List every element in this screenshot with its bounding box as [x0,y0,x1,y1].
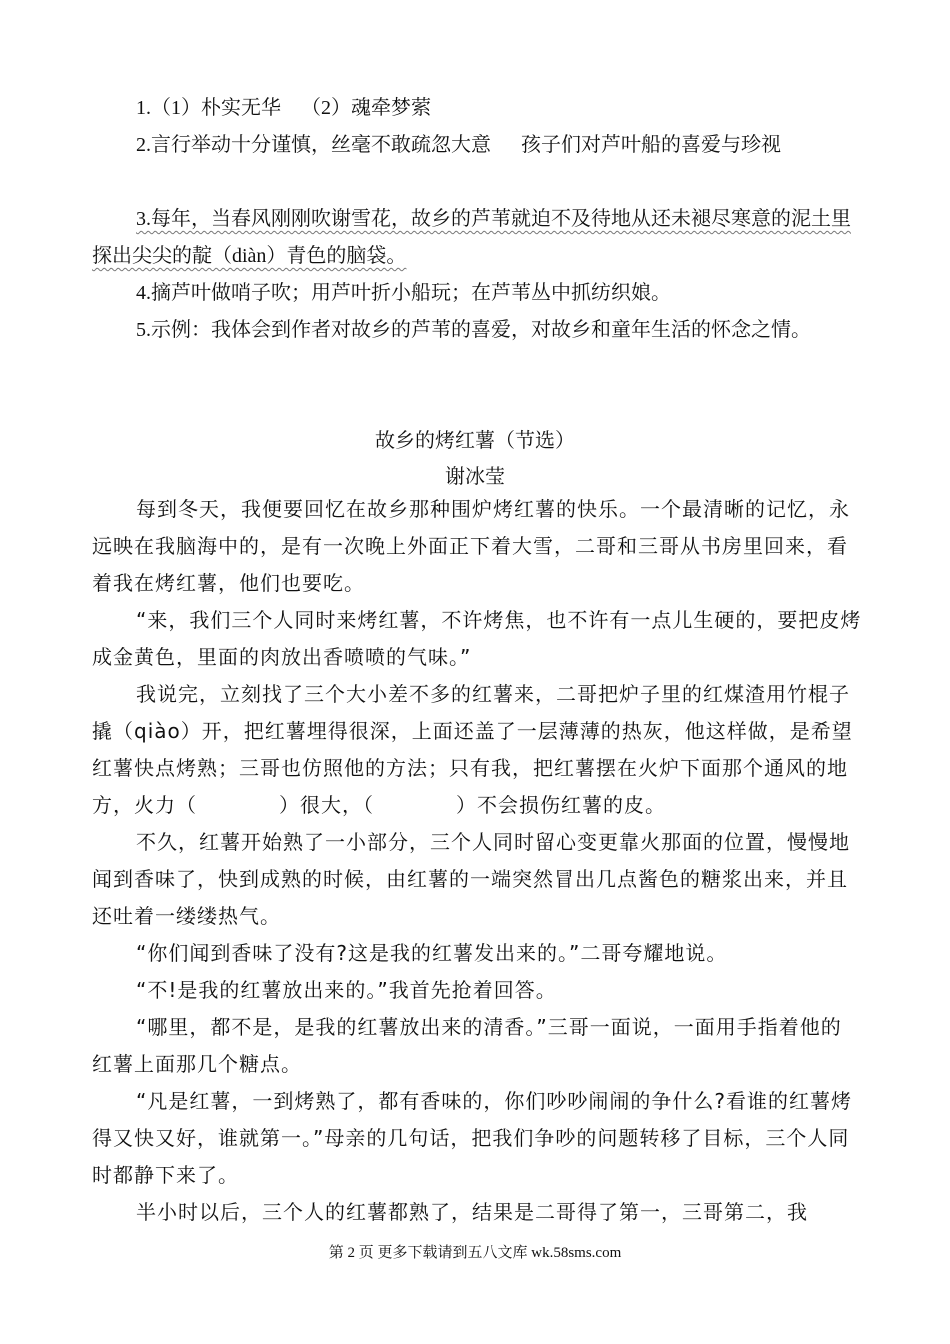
paragraph-9: 半小时以后，三个人的红薯都熟了，结果是二哥得了第一，三哥第二，我 [136,1200,808,1224]
paragraph-5: “你们闻到香味了没有?这是我的红薯发出来的。”二哥夸耀地说。 [136,941,728,965]
paragraph-1: 每到冬天，我便要回忆在故乡那种围炉烤红薯的快乐。一个最清晰的记忆，永远映在我脑海中的，是有一次晚上外面正下着大雪，二哥和三哥从书房里回来，看着我在烤红薯，他们也要吃。 [92,497,850,595]
answer-2b: 孩子们对芦叶船的喜爱与珍视 [521,134,781,156]
answer-3-text: 3.每年，当春风刚刚吹谢雪花，故乡的芦苇就迫不及待地从还未褪尽寒意的泥土里探出尖尖的靛（diàn）青色的脑袋。 [92,208,851,267]
paragraph-3-part-a: 我说完，立刻找了三个大小差不多的红薯来，二哥把炉子里的红煤渣用竹棍子撬（qiào）开，把红薯埋得很深，上面还盖了一层薄薄的热灰，他这样做，是希望红薯快点烤熟；三哥也仿照他的方法；只有我，把红薯摆在火炉下面那个通风的地方，火力（ [92,682,853,817]
article-title: 故乡的烤红薯（节选） [375,428,575,452]
paragraph-3-part-b: ）很大，（ [279,793,374,817]
paragraph-7: “哪里，都不是，是我的红薯放出来的清香。”三哥一面说，一面用手指着他的红薯上面那几个糖点。 [92,1015,842,1076]
paragraph-3-part-c: ）不会损伤红薯的皮。 [456,793,666,817]
paragraph-8: “凡是红薯，一到烤熟了，都有香味的，你们吵吵闹闹的争什么?看谁的红薯烤得又快又好，谁就第一。”母亲的几句话，把我们争吵的问题转移了目标，三个人同时都静下来了。 [92,1089,852,1187]
answer-2a: 2.言行举动十分谨慎，丝毫不敢疏忽大意 [136,134,491,156]
paragraph-3 [92,676,862,824]
answer-1a: 1.（1）朴实无华 [136,97,281,119]
paragraph-6: “不!是我的红薯放出来的。”我首先抢着回答。 [136,978,557,1002]
paragraph-4: 不久，红薯开始熟了一小部分，三个人同时留心变更靠火那面的位置，慢慢地闻到香味了，快到成熟的时候，由红薯的一端突然冒出几点酱色的糖浆出来，并且还吐着一缕缕热气。 [92,830,850,928]
answer-4: 4.摘芦叶做哨子吹；用芦叶折小船玩；在芦苇丛中抓纺织娘。 [136,282,671,304]
article-author: 谢冰莹 [445,464,505,488]
page-footer: 第 2 页 更多下载请到五八文库 wk.58sms.com [328,1245,622,1261]
answer-3 [92,201,862,275]
answer-2 [92,127,862,164]
answer-5: 5.示例：我体会到作者对故乡的芦苇的喜爱，对故乡和童年生活的怀念之情。 [136,319,811,341]
paragraph-2: “来，我们三个人同时来烤红薯，不许烤焦，也不许有一点儿生硬的，要把皮烤成金黄色，里面的肉放出香喷喷的气味。” [92,608,862,669]
answer-1b: （2）魂牵梦萦 [301,97,431,119]
answer-1 [92,90,862,127]
